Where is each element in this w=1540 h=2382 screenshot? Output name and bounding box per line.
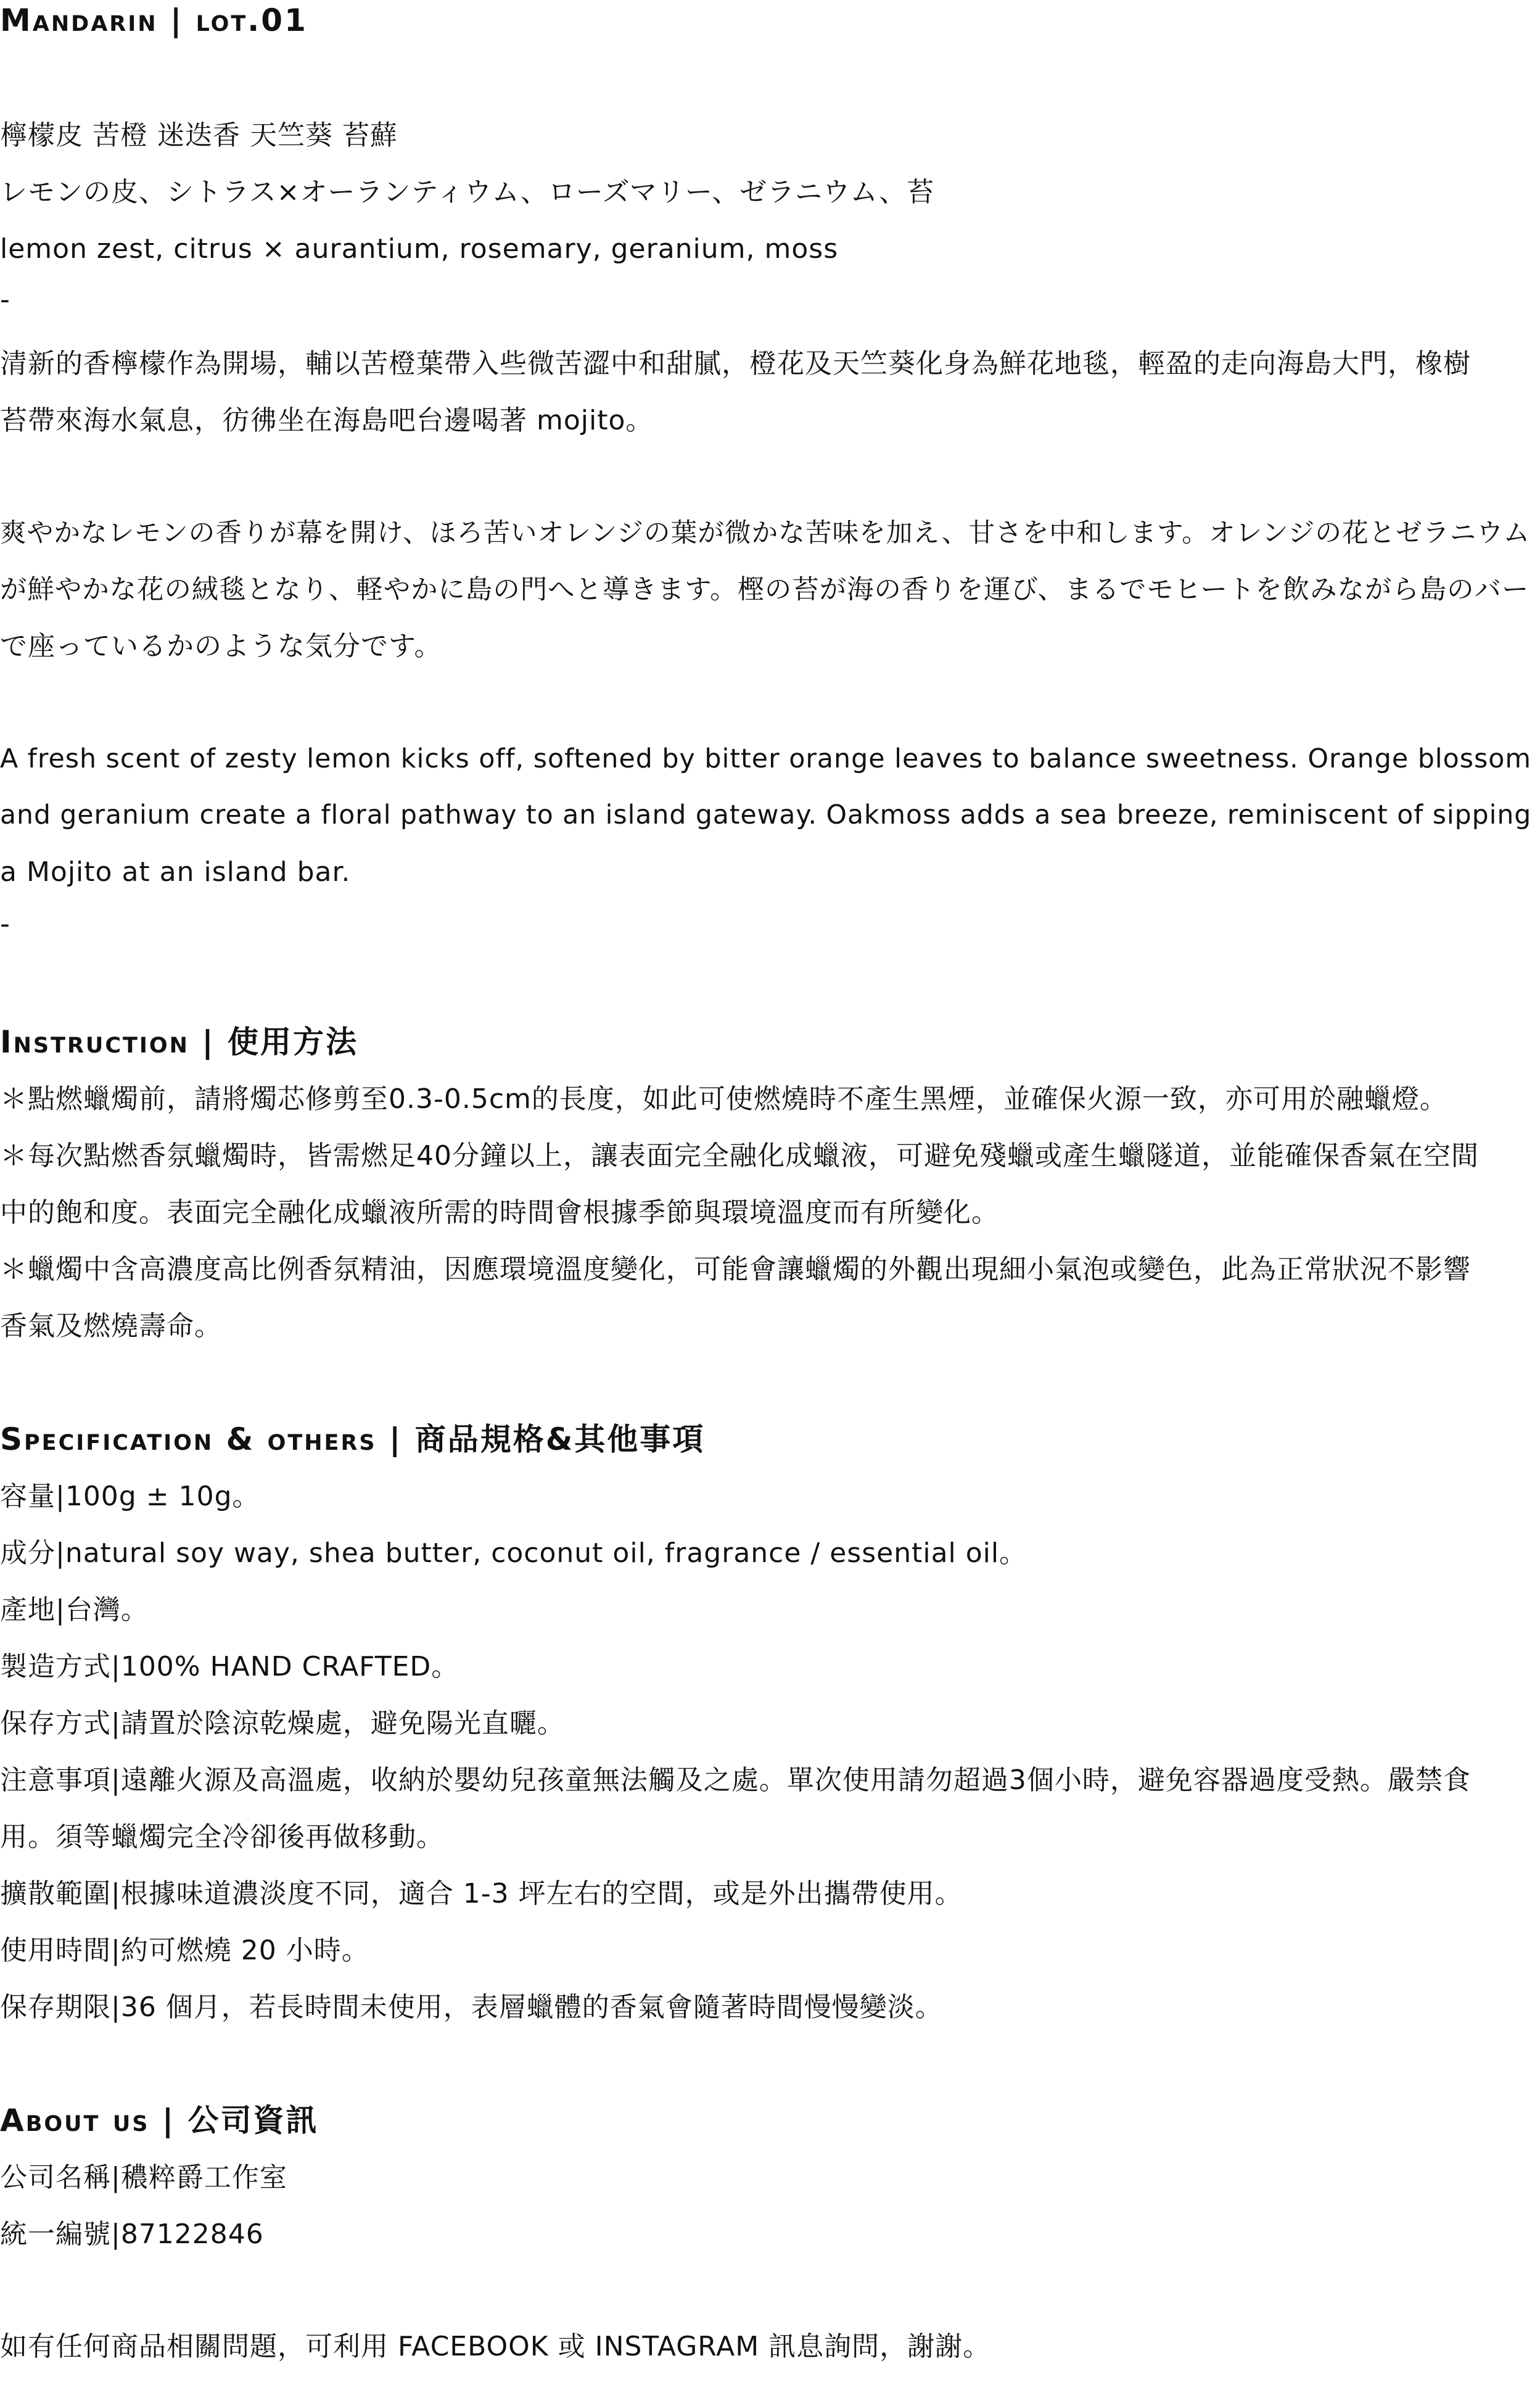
instruction-line: 香氣及燃燒壽命。 — [0, 1310, 222, 1342]
divider-dash: - — [0, 284, 10, 315]
description-ja-line: で座っているかのような気分です。 — [0, 631, 442, 662]
about-line: 公司名稱|穠粹爵工作室 — [0, 2162, 287, 2193]
description-zh-line: 苔帶來海水氣息，彷彿坐在海島吧台邊喝著 mojito。 — [0, 405, 654, 436]
instruction-heading: Instruction | 使用方法 — [0, 1024, 359, 1060]
spec-line: 用。須等蠟燭完全冷卻後再做移動。 — [0, 1821, 444, 1853]
spec-line: 成分|natural soy way, shea butter, coconut oil, fragrance / essential oil。 — [0, 1537, 1027, 1569]
description-zh-line: 清新的香檸檬作為開場，輔以苦橙葉帶入些微苦澀中和甜膩，橙花及天竺葵化身為鮮花地毯，輕盈的走向海島大門，橡樹 — [0, 348, 1471, 379]
product-title: Mandarin | lot.01 — [0, 2, 308, 38]
instruction-line: ＊每次點燃香氛蠟燭時，皆需燃足40分鐘以上，讓表面完全融化成蠟液，可避免殘蠟或產生蠟隧道，並能確保香氣在空間 — [0, 1140, 1479, 1172]
instruction-line: ＊蠟燭中含高濃度高比例香氛精油，因應環境溫度變化，可能會讓蠟燭的外觀出現細小氣泡或變色，此為正常狀況不影響 — [0, 1254, 1471, 1285]
description-en-line: a Mojito at an island bar. — [0, 856, 351, 888]
contact-note: 如有任何商品相關問題，可利用 FACEBOOK 或 INSTAGRAM 訊息詢問，謝謝。 — [0, 2331, 991, 2362]
notes-english: lemon zest, citrus × aurantium, rosemary, geranium, moss — [0, 233, 839, 265]
spec-line: 保存方式|請置於陰涼乾燥處，避免陽光直曬。 — [0, 1708, 565, 1739]
notes-japanese: レモンの皮、シトラス×オーランティウム、ローズマリー、ゼラニウム、苔 — [0, 176, 934, 208]
description-en-line: A fresh scent of zesty lemon kicks off, softened by bitter orange leaves to balance sweetness. Orange blossom — [0, 743, 1532, 774]
divider-dash: - — [0, 908, 10, 940]
specification-heading: Specification & others | 商品規格&其他事項 — [0, 1421, 706, 1457]
spec-line: 保存期限|36 個月，若長時間未使用，表層蠟體的香氣會隨著時間慢慢變淡。 — [0, 1991, 943, 2023]
description-ja-line: が鮮やかな花の絨毯となり、軽やかに島の門へと導きます。樫の苔が海の香りを運び、まるでモヒートを飲みながら島のバー — [0, 574, 1530, 605]
notes-chinese: 檸檬皮 苦橙 迷迭香 天竺葵 苔蘚 — [0, 120, 398, 151]
spec-line: 容量|100g ± 10g。 — [0, 1481, 260, 1512]
instruction-line: 中的飽和度。表面完全融化成蠟液所需的時間會根據季節與環境溫度而有所變化。 — [0, 1197, 999, 1228]
description-en-line: and geranium create a floral pathway to an island gateway. Oakmoss adds a sea breeze, reminiscent of sipping — [0, 800, 1532, 830]
spec-line: 使用時間|約可燃燒 20 小時。 — [0, 1935, 369, 1966]
spec-line: 擴散範圍|根據味道濃淡度不同，適合 1-3 坪左右的空間，或是外出攜帶使用。 — [0, 1878, 963, 1909]
spec-line: 製造方式|100% HAND CRAFTED。 — [0, 1651, 459, 1682]
about-line: 統一編號|87122846 — [0, 2219, 264, 2250]
instruction-line: ＊點燃蠟燭前，請將燭芯修剪至0.3-0.5cm的長度，如此可使燃燒時不產生黑煙，並確保火源一致，亦可用於融蠟燈。 — [0, 1083, 1447, 1115]
spec-line: 產地|台灣。 — [0, 1594, 149, 1626]
description-ja-line: 爽やかなレモンの香りが幕を開け、ほろ苦いオレンジの葉が微かな苦味を加え、甘さを中和します。オレンジの花とゼラニウム — [0, 518, 1531, 548]
about-heading: About us | 公司資訊 — [0, 2103, 319, 2138]
spec-line: 注意事項|遠離火源及高溫處，收納於嬰幼兒孩童無法觸及之處。單次使用請勿超過3個小時，避免容器過度受熱。嚴禁食 — [0, 1764, 1471, 1796]
